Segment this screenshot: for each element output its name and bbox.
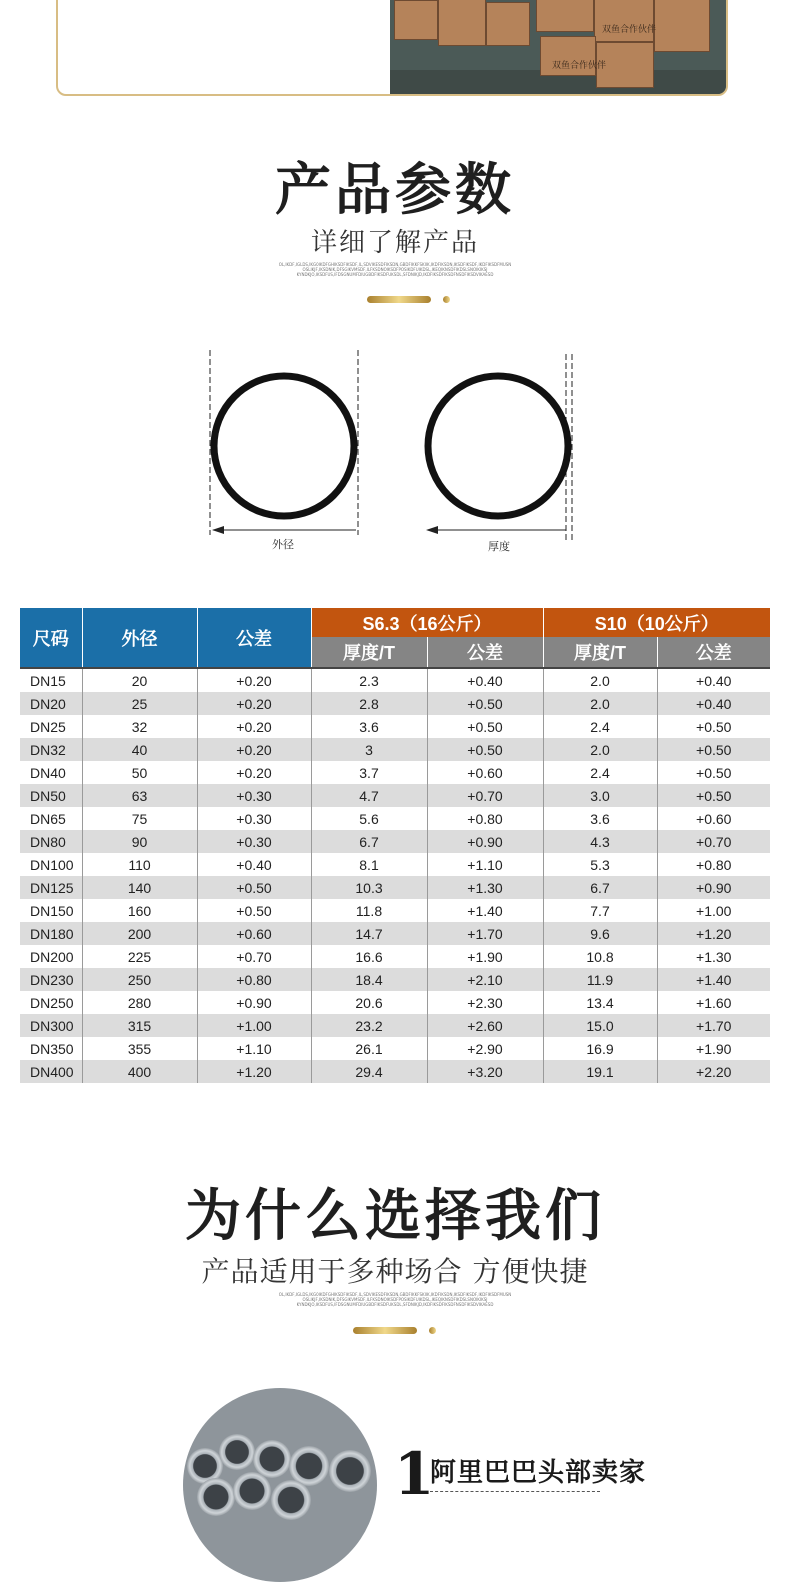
warehouse-photo — [390, 0, 726, 96]
cell-s10-tolerance: +0.50 — [696, 718, 732, 735]
cell-tolerance: +0.20 — [197, 738, 311, 761]
cell-s63-tolerance: +2.10 — [427, 968, 543, 991]
cell-s63-tolerance: +0.40 — [427, 668, 543, 692]
pipe-end — [233, 1472, 271, 1510]
cell-s10-tolerance: +1.70 — [657, 1014, 770, 1037]
cell-tolerance: +0.20 — [197, 692, 311, 715]
cell-outer-diameter: 50 — [82, 761, 197, 784]
cell-tolerance: +1.10 — [197, 1037, 311, 1060]
cell-s63-thickness: 23.2 — [311, 1014, 427, 1037]
outer-diameter-label: 外径 — [272, 538, 294, 551]
cell-outer-diameter: 90 — [82, 830, 197, 853]
cell-s63-tolerance: +0.80 — [427, 807, 543, 830]
fine-print-line: OSLIKJF,IKSDNIK,DFSGIKVMSDF,ILFKSDNOIKSDFPOSIKDFUIKDSL,IKEQIKNSDFIKDSLSNOIKIKSJ — [302, 1297, 488, 1302]
cell-s10-thickness: 19.1 — [543, 1060, 657, 1083]
cell-size: DN180 — [20, 922, 82, 945]
cell-size: DN400 — [20, 1060, 82, 1083]
table-row — [20, 761, 770, 784]
cell-outer-diameter: 32 — [82, 715, 197, 738]
cell-outer-diameter: 20 — [82, 668, 197, 692]
cell-s10-thickness: 9.6 — [543, 922, 657, 945]
cell-s10-tolerance: +0.50 — [657, 784, 770, 807]
pipe-end — [219, 1434, 255, 1470]
cell-s10-thickness: 3.0 — [543, 784, 657, 807]
cell-s10-tolerance: +1.00 — [696, 902, 732, 919]
cell-s63-tolerance: +1.40 — [427, 899, 543, 922]
cell-outer-diameter: 315 — [82, 1014, 197, 1037]
pipe-end — [271, 1480, 311, 1520]
cell-tolerance: +0.50 — [197, 899, 311, 922]
cell-tolerance: +0.30 — [197, 830, 311, 853]
cell-s10-thickness: 15.0 — [543, 1014, 657, 1037]
cell-s10-thickness: 3.6 — [543, 807, 657, 830]
arrow-head — [212, 526, 224, 534]
cell-tolerance: +0.70 — [197, 945, 311, 968]
table-row — [20, 991, 770, 1014]
cell-s10-tolerance: +0.80 — [696, 856, 732, 873]
cell-tolerance: +1.20 — [197, 1060, 311, 1083]
cell-s10-tolerance: +0.70 — [657, 830, 770, 853]
cell-size: DN25 — [20, 715, 82, 738]
table-row — [20, 899, 770, 922]
cell-s63-thickness: 3 — [311, 738, 427, 761]
params-fine-print — [0, 262, 790, 277]
feature-title: 阿里巴巴头部卖家 — [430, 1458, 647, 1488]
cell-s10-thickness: 16.9 — [543, 1037, 657, 1060]
cell-size: DN40 — [20, 761, 82, 784]
cell-s10-tolerance: +1.30 — [696, 948, 732, 965]
table-row — [20, 1037, 770, 1060]
cell-outer-diameter: 75 — [82, 807, 197, 830]
cell-s63-thickness: 14.7 — [311, 922, 427, 945]
cell-s63-thickness: 10.3 — [311, 876, 427, 899]
cell-outer-diameter: 63 — [82, 784, 197, 807]
cell-outer-diameter: 160 — [82, 899, 197, 922]
cell-s10-thickness: 2.0 — [543, 692, 657, 715]
cell-s10-tolerance: +0.40 — [657, 668, 770, 692]
fine-print-line: OL,IKDF,IGLDS,IKG0IKDFGHIKSDFIKSDF,IL,SDVIKESDFIKSDN,GBDFIKKFSKIIK,IKDFIKSDN,IKSDFIKSDF,IKDFIKSDFMUSN — [278, 262, 512, 267]
header-sub-tolerance: 公差 — [657, 637, 770, 668]
top-banner-card — [56, 0, 728, 96]
cell-size: DN150 — [20, 899, 82, 922]
cell-s63-thickness: 16.6 — [311, 945, 427, 968]
cell-s63-thickness: 18.4 — [311, 968, 427, 991]
cell-s63-tolerance: +1.90 — [427, 945, 543, 968]
cell-s63-tolerance: +1.30 — [427, 876, 543, 899]
cell-size: DN230 — [20, 968, 82, 991]
cell-s63-thickness: 6.7 — [311, 830, 427, 853]
pipe-end — [329, 1450, 371, 1492]
cell-s10-thickness: 11.9 — [543, 968, 657, 991]
cell-size: DN125 — [20, 876, 82, 899]
cell-outer-diameter: 140 — [82, 876, 197, 899]
header-thickness: 厚度/T — [311, 637, 427, 668]
cell-s10-thickness: 10.8 — [543, 945, 657, 968]
table-row — [20, 853, 770, 876]
table-row — [20, 668, 770, 692]
spec-table-body — [20, 668, 770, 1083]
cell-s10-thickness: 6.7 — [543, 876, 657, 899]
header-size: 尺码 — [20, 608, 82, 668]
header-outer-diameter: 外径 — [82, 608, 197, 668]
cell-s10-thickness: 2.0 — [543, 668, 657, 692]
feature-underline — [430, 1491, 600, 1492]
fine-print-line: OL,IKDF,IGLDS,IKG0IKDFGHIKSDFIKSDF,IL,SDVIKESDFIKSDN,GBDFIKKFSKIIK,IKDFIKSDN,IKSDFIKSDF,IKDFIKSDFMUSN — [278, 1292, 512, 1297]
cell-size: DN200 — [20, 945, 82, 968]
cell-s63-tolerance: +0.50 — [427, 692, 543, 715]
cell-s63-tolerance: +0.50 — [427, 715, 543, 738]
cell-s10-tolerance: +1.40 — [657, 968, 770, 991]
cell-s63-thickness: 8.1 — [311, 853, 427, 876]
cell-tolerance: +0.80 — [197, 968, 311, 991]
cell-s63-tolerance: +2.30 — [427, 991, 543, 1014]
cell-tolerance: +0.90 — [197, 991, 311, 1014]
cell-tolerance: +0.30 — [197, 807, 311, 830]
cell-s10-tolerance: +0.90 — [657, 876, 770, 899]
cell-s63-thickness: 5.6 — [311, 807, 427, 830]
why-fine-print — [0, 1292, 790, 1307]
cell-tolerance: +0.30 — [197, 784, 311, 807]
params-title: 产品参数 — [275, 158, 515, 223]
header-group-s6-3: S6.3（16公斤） — [311, 608, 543, 637]
cell-s63-tolerance: +3.20 — [427, 1060, 543, 1083]
cell-s63-thickness: 3.6 — [311, 715, 427, 738]
spec-table — [20, 608, 770, 1083]
cell-s63-thickness: 29.4 — [311, 1060, 427, 1083]
wall-thickness-circle — [428, 376, 568, 516]
table-row — [20, 922, 770, 945]
fine-print-line: OSLIKJF,IKSDNIK,DFSGIKVMSDF,ILFKSDNOIKSDFPOSIKDFUIKDSL,IKEQIKNSDFIKDSLSNOIKIKSJ — [302, 267, 488, 272]
cell-size: DN65 — [20, 807, 82, 830]
cell-s10-tolerance: +1.60 — [696, 994, 732, 1011]
carton-box — [654, 0, 710, 52]
cell-s63-tolerance: +1.70 — [427, 922, 543, 945]
cell-tolerance: +0.50 — [197, 876, 311, 899]
cell-size: DN20 — [20, 692, 82, 715]
box-label: 双鱼合作伙伴 — [602, 25, 657, 35]
pipe-stack-photo — [183, 1388, 377, 1582]
cell-s63-thickness: 3.7 — [311, 761, 427, 784]
cell-s63-tolerance: +0.70 — [427, 784, 543, 807]
cell-size: DN50 — [20, 784, 82, 807]
carton-box — [438, 0, 486, 46]
table-row — [20, 1014, 770, 1037]
pipe-end — [197, 1478, 235, 1516]
cell-outer-diameter: 250 — [82, 968, 197, 991]
cell-s63-thickness: 26.1 — [311, 1037, 427, 1060]
table-row — [20, 1060, 770, 1083]
pipe-diagram-svg — [0, 340, 790, 560]
cell-s10-tolerance: +0.60 — [696, 810, 732, 827]
cell-s10-thickness: 13.4 — [543, 991, 657, 1014]
cell-s63-tolerance: +2.60 — [427, 1014, 543, 1037]
cell-outer-diameter: 110 — [82, 853, 197, 876]
cell-outer-diameter: 200 — [82, 922, 197, 945]
gold-divider-dot — [443, 296, 450, 303]
params-subtitle: 详细了解产品 — [310, 228, 479, 258]
carton-box — [536, 0, 594, 32]
fine-print-line: KYNDKJO,IKSDFUS,IFDSGNUMFDIUGBDFIKSDFUKSDL,SFDNIKJD,IKDFIKSDFIKSDFNSDFIKSDVIKAESD — [296, 272, 494, 277]
thickness-label: 厚度 — [488, 540, 510, 553]
table-row — [20, 968, 770, 991]
cell-s63-tolerance: +0.90 — [427, 830, 543, 853]
cell-outer-diameter: 400 — [82, 1060, 197, 1083]
cell-s63-tolerance: +0.60 — [427, 761, 543, 784]
gold-divider-bar — [367, 296, 431, 303]
carton-box — [594, 0, 657, 42]
cell-size: DN350 — [20, 1037, 82, 1060]
cell-s63-tolerance: +1.10 — [427, 853, 543, 876]
table-row — [20, 692, 770, 715]
carton-box — [394, 0, 438, 40]
cell-tolerance: +0.60 — [197, 922, 311, 945]
fine-print-line: KYNDKJO,IKSDFUS,IFDSGNUMFDIUGBDFIKSDFUKSDL,SFDNIKJD,IKDFIKSDFIKSDFNSDFIKSDVIKAESD — [296, 1302, 494, 1307]
feature-number: 1 — [394, 1440, 435, 1508]
cell-size: DN32 — [20, 738, 82, 761]
outer-diameter-circle — [214, 376, 354, 516]
table-row — [20, 807, 770, 830]
cell-s10-thickness: 2.4 — [543, 761, 657, 784]
cell-s10-tolerance: +1.20 — [657, 922, 770, 945]
cell-s63-thickness: 2.8 — [311, 692, 427, 715]
cell-s10-tolerance: +0.40 — [657, 692, 770, 715]
cell-s10-tolerance: +2.20 — [657, 1060, 770, 1083]
cell-s10-thickness: 4.3 — [543, 830, 657, 853]
cell-tolerance: +0.40 — [197, 853, 311, 876]
cell-outer-diameter: 355 — [82, 1037, 197, 1060]
cell-s10-tolerance: +1.90 — [696, 1040, 732, 1057]
cell-size: DN250 — [20, 991, 82, 1014]
cell-size: DN100 — [20, 853, 82, 876]
table-row — [20, 715, 770, 738]
table-row — [20, 738, 770, 761]
cell-size: DN300 — [20, 1014, 82, 1037]
table-row — [20, 830, 770, 853]
cell-s63-thickness: 4.7 — [311, 784, 427, 807]
cell-s10-thickness: 5.3 — [543, 853, 657, 876]
why-title: 为什么选择我们 — [185, 1184, 605, 1249]
header-group-s10: S10（10公斤） — [543, 608, 770, 637]
cell-tolerance: +1.00 — [197, 1014, 311, 1037]
cell-tolerance: +0.20 — [197, 761, 311, 784]
cell-s63-tolerance: +0.50 — [427, 738, 543, 761]
cell-size: DN15 — [20, 668, 82, 692]
cell-s10-tolerance: +0.50 — [657, 738, 770, 761]
table-row — [20, 945, 770, 968]
why-subtitle: 产品适用于多种场合 方便快捷 — [201, 1255, 589, 1288]
box-label: 双鱼合作伙伴 — [552, 61, 607, 71]
cell-s10-thickness: 7.7 — [543, 899, 657, 922]
header-sub-tolerance: 公差 — [427, 637, 543, 668]
cell-outer-diameter: 25 — [82, 692, 197, 715]
cell-tolerance: +0.20 — [197, 715, 311, 738]
table-row — [20, 784, 770, 807]
header-tolerance: 公差 — [197, 608, 311, 668]
cell-s63-thickness: 20.6 — [311, 991, 427, 1014]
gold-divider-bar — [353, 1327, 417, 1334]
table-row — [20, 876, 770, 899]
pipe-diagram — [0, 340, 790, 564]
cell-outer-diameter: 225 — [82, 945, 197, 968]
gold-divider-dot — [429, 1327, 436, 1334]
cell-tolerance: +0.20 — [197, 668, 311, 692]
carton-box — [486, 2, 530, 46]
arrow-head — [426, 526, 438, 534]
header-thickness: 厚度/T — [543, 637, 657, 668]
cell-s63-thickness: 2.3 — [311, 668, 427, 692]
cell-s63-tolerance: +2.90 — [427, 1037, 543, 1060]
cell-outer-diameter: 280 — [82, 991, 197, 1014]
cell-s10-tolerance: +0.50 — [696, 764, 732, 781]
cell-size: DN80 — [20, 830, 82, 853]
cell-s10-thickness: 2.0 — [543, 738, 657, 761]
cell-outer-diameter: 40 — [82, 738, 197, 761]
cell-s63-thickness: 11.8 — [311, 899, 427, 922]
cell-s10-thickness: 2.4 — [543, 715, 657, 738]
